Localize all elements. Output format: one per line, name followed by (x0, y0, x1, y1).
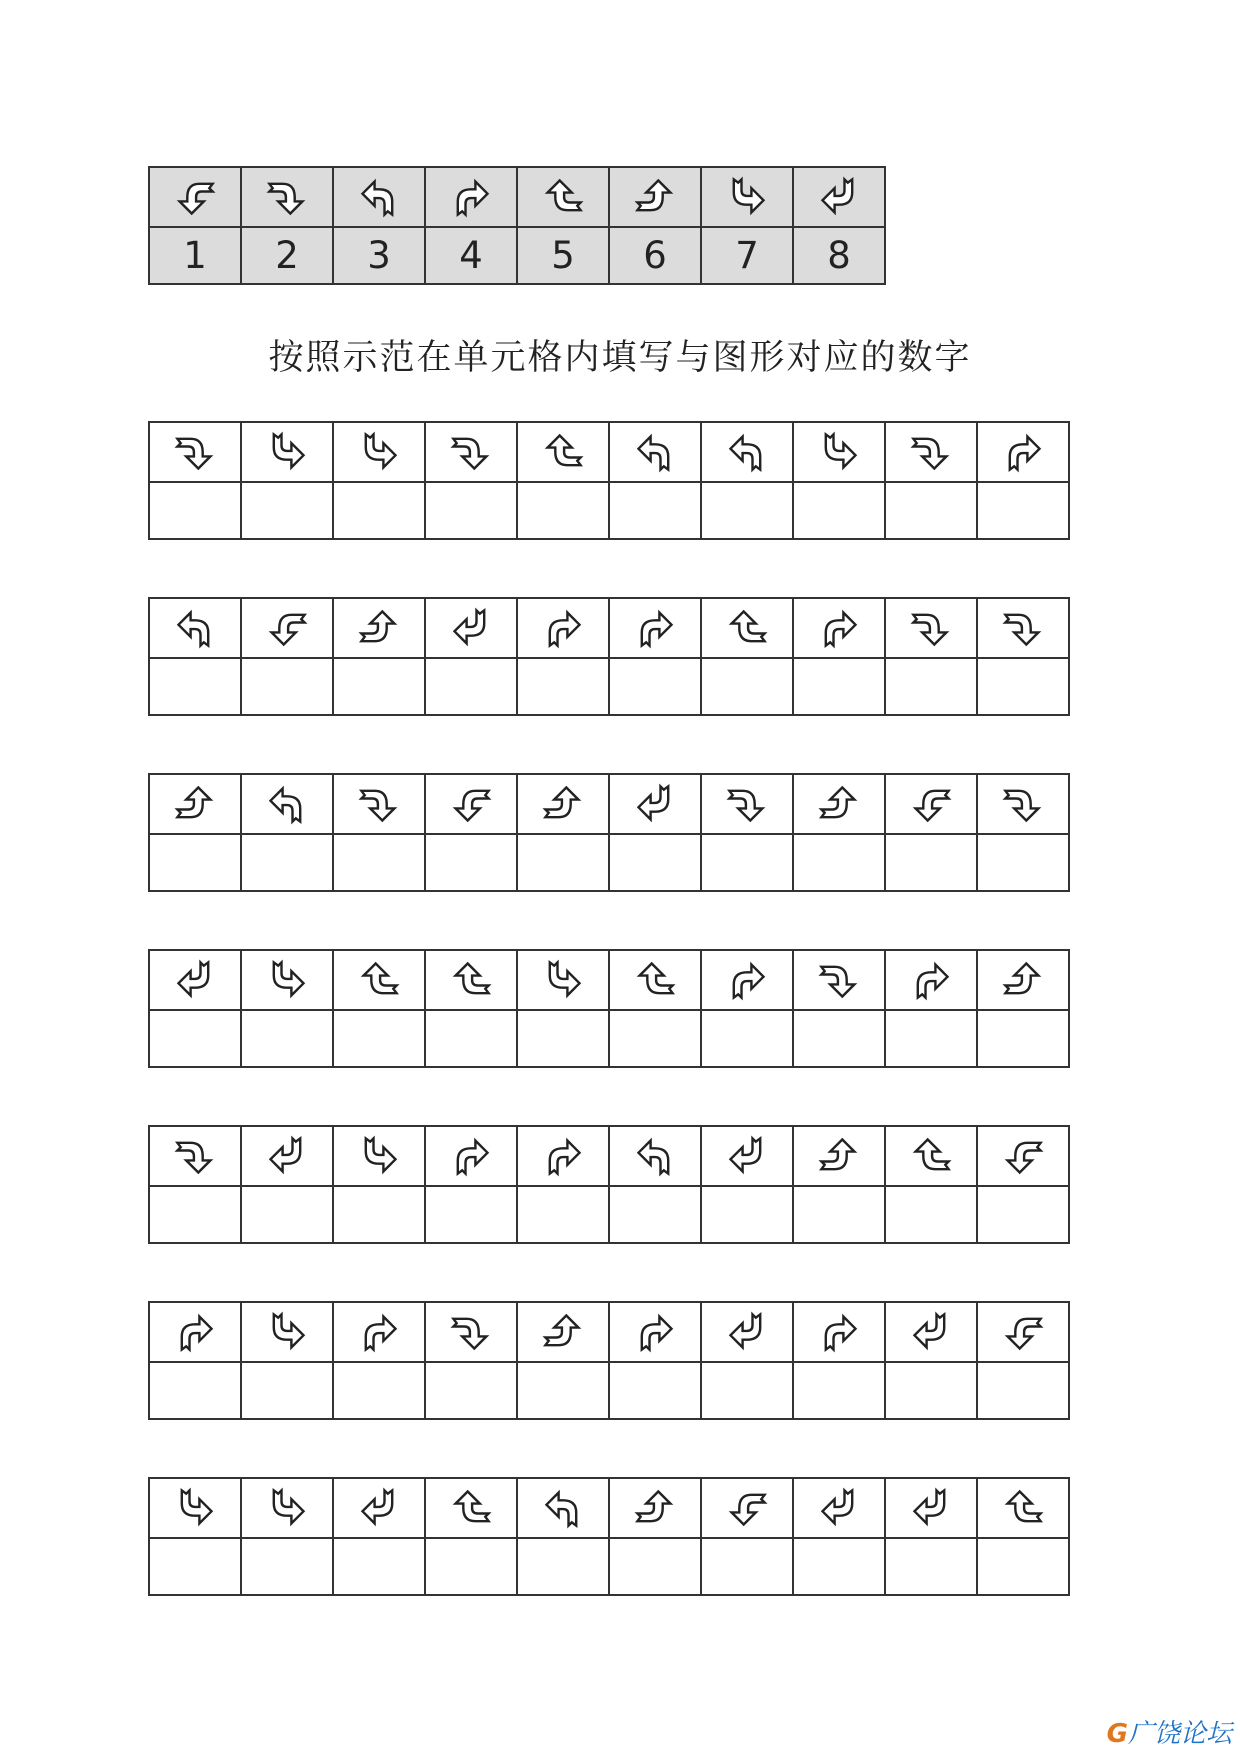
arrow-4-icon (518, 1134, 608, 1178)
key-symbol-cell (701, 167, 793, 227)
answer-cell[interactable] (977, 482, 1069, 539)
exercise-symbol-cell (793, 1302, 885, 1362)
exercise-symbol-cell (333, 1302, 425, 1362)
exercise-symbol-row (149, 950, 1069, 1010)
answer-cell[interactable] (609, 1186, 701, 1243)
exercise-symbol-cell (149, 950, 241, 1010)
answer-cell[interactable] (241, 1362, 333, 1419)
exercise-symbol-cell (241, 422, 333, 482)
exercise-symbol-cell (425, 422, 517, 482)
answer-cell[interactable] (425, 1010, 517, 1067)
answer-cell[interactable] (977, 1010, 1069, 1067)
arrow-5-icon (334, 958, 424, 1002)
answer-cell[interactable] (517, 1186, 609, 1243)
exercise-symbol-cell (149, 422, 241, 482)
exercise-symbol-cell (609, 1478, 701, 1538)
exercise-symbol-cell (977, 774, 1069, 834)
answer-cell[interactable] (333, 1186, 425, 1243)
exercise-symbol-row (149, 1478, 1069, 1538)
arrow-6-icon (978, 958, 1068, 1002)
arrow-4-icon (426, 1134, 516, 1178)
exercise-symbol-cell (241, 598, 333, 658)
exercise-symbol-cell (793, 1478, 885, 1538)
exercise-table-1 (148, 421, 1070, 540)
answer-cell[interactable] (517, 834, 609, 891)
exercise-symbol-cell (149, 1478, 241, 1538)
exercise-symbol-cell (885, 422, 977, 482)
exercise-symbol-cell (701, 422, 793, 482)
exercise-symbol-cell (425, 1126, 517, 1186)
answer-cell[interactable] (793, 834, 885, 891)
exercise-symbol-cell (701, 1126, 793, 1186)
exercise-symbol-cell (333, 422, 425, 482)
answer-cell[interactable] (793, 1010, 885, 1067)
exercise-symbol-cell (333, 598, 425, 658)
arrow-5-icon (886, 1134, 976, 1178)
exercise-symbol-cell (333, 950, 425, 1010)
key-number-cell: 1 (149, 227, 241, 284)
answer-cell[interactable] (517, 1362, 609, 1419)
arrow-3-icon (702, 430, 792, 474)
arrow-4-icon (702, 958, 792, 1002)
exercise-symbol-cell (793, 422, 885, 482)
answer-cell[interactable] (241, 1186, 333, 1243)
arrow-1-icon (702, 1486, 792, 1530)
exercise-table-5 (148, 1125, 1070, 1244)
exercise-symbol-cell (609, 774, 701, 834)
answer-cell[interactable] (609, 1538, 701, 1595)
exercise-symbol-cell (517, 774, 609, 834)
answer-cell[interactable] (149, 1362, 241, 1419)
arrow-6-icon (610, 1486, 700, 1530)
arrow-1-icon (426, 782, 516, 826)
watermark (1107, 1713, 1232, 1750)
exercise-table-7 (148, 1477, 1070, 1596)
arrow-6-icon (150, 782, 240, 826)
arrow-2-icon (978, 606, 1068, 650)
answer-cell[interactable] (977, 834, 1069, 891)
answer-cell[interactable] (425, 1186, 517, 1243)
arrow-2-icon (426, 1310, 516, 1354)
exercise-table-4 (148, 949, 1070, 1068)
arrow-7-icon (794, 430, 884, 474)
answer-cell[interactable] (885, 1538, 977, 1595)
answer-cell[interactable] (609, 1362, 701, 1419)
arrow-2-icon (426, 430, 516, 474)
exercise-answer-row (149, 834, 1069, 891)
exercise-symbol-cell (885, 774, 977, 834)
arrow-6-icon (518, 782, 608, 826)
key-symbol-cell (609, 167, 701, 227)
key-number-cell: 4 (425, 227, 517, 284)
answer-cell[interactable] (701, 1186, 793, 1243)
arrow-7-icon (334, 430, 424, 474)
arrow-5-icon (610, 958, 700, 1002)
answer-cell[interactable] (149, 482, 241, 539)
answer-cell[interactable] (609, 658, 701, 715)
key-table (148, 166, 886, 285)
arrow-7-icon (150, 1486, 240, 1530)
arrow-3-icon (610, 430, 700, 474)
exercise-symbol-cell (609, 422, 701, 482)
arrow-2-icon (886, 430, 976, 474)
arrow-7-icon (242, 1310, 332, 1354)
answer-cell[interactable] (333, 1362, 425, 1419)
answer-cell[interactable] (333, 1538, 425, 1595)
answer-cell[interactable] (793, 658, 885, 715)
arrow-6-icon (334, 606, 424, 650)
exercise-symbol-cell (333, 1478, 425, 1538)
exercise-answer-row (149, 1362, 1069, 1419)
exercise-symbol-cell (793, 774, 885, 834)
exercise-symbol-cell (609, 950, 701, 1010)
arrow-2-icon (702, 782, 792, 826)
exercise-symbol-row (149, 1126, 1069, 1186)
exercise-symbol-cell (885, 1478, 977, 1538)
arrow-5-icon (702, 606, 792, 650)
exercise-symbol-cell (149, 774, 241, 834)
exercise-symbol-cell (701, 950, 793, 1010)
arrow-2-icon (150, 430, 240, 474)
arrow-4-icon (610, 1310, 700, 1354)
answer-cell[interactable] (149, 1538, 241, 1595)
arrow-8-icon (794, 175, 884, 219)
exercise-symbol-cell (241, 1126, 333, 1186)
arrow-7-icon (242, 430, 332, 474)
arrow-4-icon (794, 606, 884, 650)
answer-cell[interactable] (885, 1186, 977, 1243)
exercise-answer-row (149, 1010, 1069, 1067)
arrow-3-icon (150, 606, 240, 650)
arrow-8-icon (150, 958, 240, 1002)
arrow-4-icon (518, 606, 608, 650)
answer-cell[interactable] (425, 834, 517, 891)
answer-cell[interactable] (241, 834, 333, 891)
arrow-8-icon (610, 782, 700, 826)
arrow-7-icon (702, 175, 792, 219)
arrow-1-icon (242, 606, 332, 650)
exercise-symbol-cell (425, 598, 517, 658)
arrow-8-icon (886, 1486, 976, 1530)
exercise-symbol-cell (609, 1302, 701, 1362)
exercise-symbol-cell (241, 950, 333, 1010)
exercise-answer-row (149, 1538, 1069, 1595)
exercise-symbol-cell (977, 1478, 1069, 1538)
arrow-7-icon (242, 958, 332, 1002)
arrow-3-icon (518, 1486, 608, 1530)
arrow-2-icon (150, 1134, 240, 1178)
arrow-3-icon (334, 175, 424, 219)
key-number-row (149, 227, 885, 284)
arrow-8-icon (702, 1134, 792, 1178)
exercise-symbol-cell (977, 422, 1069, 482)
arrow-2-icon (334, 782, 424, 826)
exercise-symbol-cell (885, 950, 977, 1010)
answer-cell[interactable] (793, 482, 885, 539)
answer-cell[interactable] (517, 482, 609, 539)
arrow-8-icon (886, 1310, 976, 1354)
exercise-symbol-cell (885, 1302, 977, 1362)
exercise-answer-row (149, 658, 1069, 715)
exercise-symbol-cell (333, 774, 425, 834)
exercise-symbol-cell (425, 1302, 517, 1362)
answer-cell[interactable] (333, 834, 425, 891)
arrow-1-icon (978, 1134, 1068, 1178)
answer-cell[interactable] (977, 1362, 1069, 1419)
exercise-symbol-cell (977, 1126, 1069, 1186)
arrow-4-icon (886, 958, 976, 1002)
exercise-symbol-cell (241, 774, 333, 834)
answer-cell[interactable] (885, 1010, 977, 1067)
answer-cell[interactable] (701, 1538, 793, 1595)
watermark-text: 广饶论坛 (1127, 1719, 1232, 1749)
arrow-2-icon (886, 606, 976, 650)
exercise-symbol-row (149, 422, 1069, 482)
answer-cell[interactable] (149, 1186, 241, 1243)
key-number-cell: 3 (333, 227, 425, 284)
exercise-symbol-cell (793, 598, 885, 658)
answer-cell[interactable] (885, 1362, 977, 1419)
watermark-logo: G (1106, 1719, 1128, 1749)
answer-cell[interactable] (149, 1010, 241, 1067)
answer-cell[interactable] (977, 1538, 1069, 1595)
arrow-4-icon (334, 1310, 424, 1354)
answer-cell[interactable] (517, 1538, 609, 1595)
arrow-5-icon (518, 430, 608, 474)
arrow-8-icon (426, 606, 516, 650)
arrow-7-icon (334, 1134, 424, 1178)
arrow-6-icon (518, 1310, 608, 1354)
exercise-symbol-cell (793, 1126, 885, 1186)
answer-cell[interactable] (609, 1010, 701, 1067)
instruction-text: 按照示范在单元格内填写与图形对应的数字 (268, 338, 972, 378)
arrow-2-icon (794, 958, 884, 1002)
answer-cell[interactable] (425, 482, 517, 539)
arrow-5-icon (518, 175, 608, 219)
key-symbol-cell (149, 167, 241, 227)
answer-cell[interactable] (885, 834, 977, 891)
arrow-3-icon (242, 782, 332, 826)
key-number-cell: 8 (793, 227, 885, 284)
answer-cell[interactable] (977, 658, 1069, 715)
arrow-6-icon (794, 782, 884, 826)
exercise-table-6 (148, 1301, 1070, 1420)
answer-cell[interactable] (333, 658, 425, 715)
exercise-symbol-cell (977, 1302, 1069, 1362)
exercise-symbol-cell (977, 950, 1069, 1010)
arrow-6-icon (794, 1134, 884, 1178)
exercise-symbol-cell (333, 1126, 425, 1186)
exercise-symbol-cell (517, 1302, 609, 1362)
arrow-7-icon (518, 958, 608, 1002)
exercise-symbol-cell (517, 422, 609, 482)
exercise-symbol-cell (885, 1126, 977, 1186)
arrow-5-icon (978, 1486, 1068, 1530)
exercise-symbol-cell (241, 1478, 333, 1538)
exercise-symbol-cell (149, 1302, 241, 1362)
exercise-symbol-row (149, 774, 1069, 834)
answer-cell[interactable] (885, 658, 977, 715)
exercise-symbol-cell (517, 598, 609, 658)
arrow-5-icon (426, 958, 516, 1002)
arrow-4-icon (978, 430, 1068, 474)
exercise-symbol-cell (517, 950, 609, 1010)
answer-cell[interactable] (241, 482, 333, 539)
arrow-5-icon (426, 1486, 516, 1530)
arrow-1-icon (150, 175, 240, 219)
answer-cell[interactable] (517, 1010, 609, 1067)
arrow-8-icon (794, 1486, 884, 1530)
answer-cell[interactable] (793, 1538, 885, 1595)
exercise-answer-row (149, 482, 1069, 539)
exercise-symbol-cell (517, 1478, 609, 1538)
exercise-symbol-cell (425, 950, 517, 1010)
answer-cell[interactable] (241, 1010, 333, 1067)
arrow-1-icon (978, 1310, 1068, 1354)
answer-cell[interactable] (977, 1186, 1069, 1243)
exercise-symbol-cell (977, 598, 1069, 658)
key-number-cell: 7 (701, 227, 793, 284)
exercise-symbol-cell (425, 774, 517, 834)
answer-cell[interactable] (149, 834, 241, 891)
exercise-symbol-cell (425, 1478, 517, 1538)
arrow-4-icon (150, 1310, 240, 1354)
exercise-symbol-cell (149, 598, 241, 658)
answer-cell[interactable] (425, 1362, 517, 1419)
arrow-1-icon (886, 782, 976, 826)
arrow-3-icon (610, 1134, 700, 1178)
answer-cell[interactable] (241, 658, 333, 715)
answer-cell[interactable] (241, 1538, 333, 1595)
exercise-table-2 (148, 597, 1070, 716)
answer-cell[interactable] (701, 1362, 793, 1419)
answer-cell[interactable] (609, 834, 701, 891)
answer-cell[interactable] (701, 1010, 793, 1067)
answer-cell[interactable] (701, 834, 793, 891)
arrow-8-icon (702, 1310, 792, 1354)
exercise-table-3 (148, 773, 1070, 892)
exercise-symbol-cell (701, 598, 793, 658)
arrow-4-icon (794, 1310, 884, 1354)
exercise-symbol-cell (517, 1126, 609, 1186)
key-symbol-cell (793, 167, 885, 227)
arrow-2-icon (242, 175, 332, 219)
answer-cell[interactable] (793, 1362, 885, 1419)
answer-cell[interactable] (609, 482, 701, 539)
arrow-4-icon (610, 606, 700, 650)
arrow-8-icon (334, 1486, 424, 1530)
answer-cell[interactable] (517, 658, 609, 715)
key-number-cell: 2 (241, 227, 333, 284)
exercise-symbol-cell (793, 950, 885, 1010)
key-symbol-cell (425, 167, 517, 227)
key-symbol-row (149, 167, 885, 227)
answer-cell[interactable] (701, 658, 793, 715)
key-number-cell: 6 (609, 227, 701, 284)
key-number-cell: 5 (517, 227, 609, 284)
exercise-symbol-cell (609, 598, 701, 658)
exercise-symbol-cell (149, 1126, 241, 1186)
key-symbol-cell (517, 167, 609, 227)
arrow-6-icon (610, 175, 700, 219)
answer-cell[interactable] (333, 1010, 425, 1067)
exercise-symbol-row (149, 598, 1069, 658)
exercise-symbol-row (149, 1302, 1069, 1362)
exercise-symbol-cell (701, 1478, 793, 1538)
arrow-7-icon (242, 1486, 332, 1530)
answer-cell[interactable] (885, 482, 977, 539)
answer-cell[interactable] (425, 1538, 517, 1595)
exercise-symbol-cell (609, 1126, 701, 1186)
answer-cell[interactable] (149, 658, 241, 715)
exercise-symbol-cell (241, 1302, 333, 1362)
arrow-2-icon (978, 782, 1068, 826)
exercise-symbol-cell (885, 598, 977, 658)
exercise-answer-row (149, 1186, 1069, 1243)
answer-cell[interactable] (333, 482, 425, 539)
exercise-symbol-cell (701, 774, 793, 834)
arrow-8-icon (242, 1134, 332, 1178)
arrow-4-icon (426, 175, 516, 219)
answer-cell[interactable] (425, 658, 517, 715)
answer-cell[interactable] (701, 482, 793, 539)
answer-cell[interactable] (793, 1186, 885, 1243)
key-symbol-cell (333, 167, 425, 227)
key-symbol-cell (241, 167, 333, 227)
exercise-symbol-cell (701, 1302, 793, 1362)
